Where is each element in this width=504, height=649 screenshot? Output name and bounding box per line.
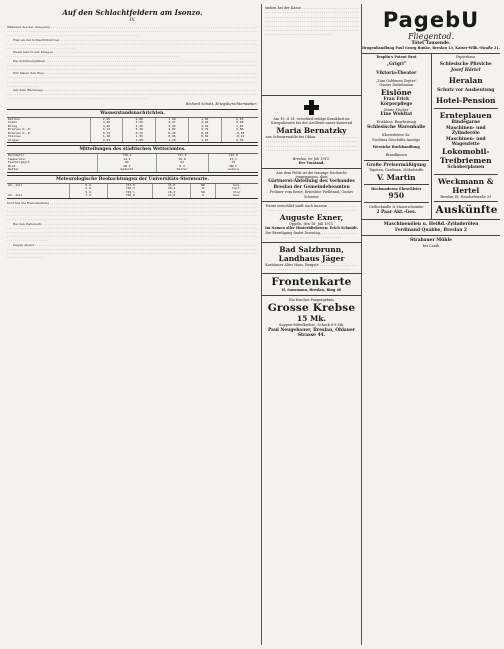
weather-table-cell: SW 2 (98, 165, 157, 169)
water-table-cell: 3,36 (123, 121, 156, 125)
ads-column (362, 4, 500, 645)
ad-item: Schutz vor Ausbeutung (437, 88, 495, 94)
observation-table-row (7, 194, 258, 198)
ad-item: Papierhaus (456, 54, 476, 59)
observation-table-cell: 9 U. (70, 184, 108, 188)
strabauer-sub: bei Canth (422, 243, 440, 248)
bad-salzbrunn-text: Kurhäuser Altes Haus, Bergstr. . . . . . . . . . . . . . . . . . . . . . . . . . . . . . . . . . . . . . . . . . . . . . . . . . . . . . (265, 262, 358, 271)
ad-strabauer (362, 236, 500, 250)
weather-table-cell: wolkig (227, 167, 239, 172)
ad-item: Maschinen- und Zylinderöle (445, 125, 486, 137)
observation-table-cell: 748,3 (108, 187, 153, 191)
grosse-head: Große Preisermäßigung (366, 162, 426, 168)
water-table-row (7, 139, 258, 143)
water-table-cell: 0,72 (90, 132, 123, 136)
ad-item: Eine Wohltat (380, 112, 413, 118)
krebse-lead: Ein frisches Fangergebnis (289, 297, 334, 302)
water-table-cell: Breslau U.-P. (7, 132, 90, 136)
water-table-cell: 1,40 (90, 135, 123, 139)
death-notice-name: Maria Bernatzky (276, 125, 347, 135)
observation-table-cell: 2 U. (70, 187, 108, 191)
weather-table-cell: Temperatur (7, 158, 98, 162)
ad-item: Heralan (448, 76, 483, 86)
observation-table (7, 175, 258, 199)
death-notice-association (262, 169, 361, 202)
weckmann-head: Weckmann & Hertel (438, 176, 494, 195)
water-table-cell: 1,96 (156, 118, 189, 122)
ad-item: Wernicke Buchhandlung (372, 145, 420, 150)
water-table-cell: 3,86 (236, 127, 244, 132)
water-table-cell: Steinau (7, 135, 90, 139)
water-table-cell: 3,52 (156, 125, 189, 129)
water-table-cell: 0,18 (188, 132, 221, 136)
bad-salzbrunn-head: Bad Salzbrunn, Landhaus Jäger (278, 244, 345, 263)
observation-table-cell: klar (233, 189, 241, 194)
strabauer-head: Strabauer Mühle (410, 238, 452, 244)
water-table-cell: 0,66 (156, 135, 189, 139)
article-paragraph: Während des der Anlegung . . . . . . . . . . . . . . . . . . . . . . . . . . . . . . . . . . . . . . . . . . . . . . . . . . . . . . . . . . . . . . . . . . . . . . . . . . . . . . . . . . . . . . . . . . . . . . . . . . . . . . . . . . . . . . . . . . . . . . . . . . . . . . . . . . . . . . . . . . . . . . . . . . . . . . . . . . . . . . . . . . . . . . . . . . . . . . . . . . . . . . . . . . . . . . . . . . . . . . . . . . . . . . . . . . . . . . . . . . . . . . . . . . . . . . . . . . . . . . . . . . . . . . . . . . . . . . . . . . . . . . . . . . . . . . . . . . . . . . . . . . . . . . . . . . . . . . . . . . . . . (7, 25, 258, 38)
ad-item: Eislöne (380, 87, 412, 97)
ad-item: Bindegarne (451, 120, 481, 126)
water-table-cell: -0,68 (235, 130, 245, 135)
ad-grosse (364, 160, 429, 185)
ad-item: Frau Frick (383, 96, 410, 102)
water-table-cell: 4,82 (156, 128, 189, 132)
water-table-cell: 1,36 (123, 135, 156, 139)
krebse-head: Grosse Krebse (267, 302, 356, 315)
ad-krebse (262, 296, 361, 341)
weather-table-cell: Wind (7, 165, 98, 169)
observation-table-cell: 9 U. (70, 191, 108, 195)
article-paragraph: Dort hat die Heeresleitung . . . . . . . . . . . . . . . . . . . . . . . . . . . . . . . . . . . . . . . . . . . . . . . . . . . . . . . . . . . . . . . . . . . . . . . . . . . . . . . . . . . . . . . . . . . . . . . . . . . . . . . . . . . . . . . . . . . . . . . . . . . . . . . . . . . . . . . . . . . . . . . . . . . . . . . . . . . . . . . . . . . . . . . . . . . . . . . . . . . . . . . . . . . . . . . . . . . . . . . . . . . . . . . . . . . . . . . . . . . . . . . . . . . . . . . . . . . . . . . . . . . . . . . . . . . . . . . . . . . . . . . . . . . . . . . . . . . . . . . . . . . . . . . . . . . . . . . . . . . . . . . . . . . . . . . . . . . . . . . . . . . . . . . . . . . . . . . . . . . . . . . . . . . . . . . . . . . . . . . . . . . . . . . . . . . . . . . . . . . . . . . . . . . . . . . . . . . . . . . . . . . . . . . . . . . . . . . . . . . . . . . . . . . . . . . . . . . . . . . . . . . . . . . . . . . . . . . . . . . . . . . . . . . . . . . . . . . . . . . . . . . . . . . . . . . . . . . . . . . . . . . . . . . . . . . . . . . . . . . . . . . . . . . . . . . . . . . . . . . . . . . . . . . . . . . . . . . . . . . . . . . . . . . . . . . . . . . . . . . . . . (7, 200, 258, 222)
water-table-cell: 3,49 (188, 125, 221, 129)
observation-table-cell: S (191, 194, 216, 198)
pagebu-logo: PagebU (382, 8, 480, 32)
pagebu-dealer: Drogenhandlung Paul Georg Bunke, Breslau 13, Kaiser-Wilh.-Straße 21. (362, 46, 500, 51)
water-table-cell: 2,27 (156, 121, 189, 125)
weather-table-cell: 79 (231, 160, 236, 165)
ad-item: Sochtina Geschäfts-Anzeige (372, 137, 421, 142)
water-table-cell: 3,40 (90, 121, 123, 125)
water-table-cell: 1,16 (188, 139, 221, 143)
water-table-cell: 0,62 (188, 135, 221, 139)
weather-table-cell: 748,2 (98, 154, 157, 158)
eheschleier-num: 950 (388, 191, 405, 201)
article-paragraph: Wenn man in der Krieges . . . . . . . . . . . . . . . . . . . . . . . . . . . . . . . . . . . . . . . . . . . . . . . . . . . . . . . . . . . . . . . . . . . . . . . . . . . . . . . . . . . . . . . . . . . . . . . . . . . . . . . . . . . . . . . . . . . . . . . . . . . . . . . . . . . . . . . . . . . . . . . . . . . . . . . . . . . . . . . . . . . . . . . . . . . . . . . . . . . . . . . . . . . . . . . . (7, 50, 258, 59)
water-table-cell: Cosel (7, 121, 90, 125)
weather-table-cell: 749,0 (228, 153, 238, 158)
pagebu-claim: Tötet Tausende. (411, 41, 451, 46)
death-notice-place: Breslau, im Juli 1915. (292, 156, 331, 161)
notices-column (262, 4, 362, 645)
eheschleier-head: Hochmoderne Eheschleier (371, 186, 422, 191)
exner-funeral: Die Beerdigung findet Dienstag, . . . . . . . . . . . . . . . . . . . . . . . . . . . . . . . . . . . . . . . . . . . . . (265, 230, 358, 240)
association-names: Frohner vom Reste, Ernestine Fielbrand, Gustav Schreier (269, 190, 354, 199)
weather-table-cell: 61 (156, 161, 208, 165)
observation-table-cell: 20,4 (153, 187, 191, 191)
weather-table-cell: bedeckt (98, 168, 157, 172)
frontenkarte-head: Frontenkarte (271, 276, 352, 289)
observation-table-cell: SW (191, 191, 216, 195)
water-table-cell: Ratibor (7, 118, 90, 122)
grosse-firm: V. Martin (376, 172, 416, 182)
death-notice-text: aus Schwarzwalde bei Ohlau. . . . . . . . . . . . . . . . . . . . . . . . . . . . . . . . . . . . . . . . . . . . . . . . . . . . . . . . . . . . . . . . . . . . . . . . . . . . . . . . . . . . . . . . . . . . . . . . . . . . . . . . . . . . . . . . . . . . . . . . . . . . . . . . . . . . . . . . . . . . . . . . . . . . . . . . . . . . . . . . (265, 134, 358, 157)
feuilleton-column (4, 4, 262, 645)
water-table-cell: Breslau O.-P. (7, 128, 90, 132)
water-table-cell: 2,20 (188, 121, 221, 125)
ad-weckmann (434, 174, 499, 202)
article-paragraph: Wir haben den Weg . . . . . . . . . . . . . . . . . . . . . . . . . . . . . . . . . . . . . . . . . . . . . . . . . . . . . . . . . . . . . . . . . . . . . . . . . . . . . . . . . . . . . . . . . . . . . . . . . . . . . . . . . . . . . . . . . . . . . . . . . . . . . . . . . . . . . . . . . . . . . . . . . . . . . . . . . . . . . . . . . . . . . . . . . . . . . . . . . . . . . . . . . . . . . . . . . . . . . . . . . . . . . . . . . . . . . . . . . . . . . . . . . . . . . . . . . . . . . . . . . . . . . . . . . . . . . . . . . . . . . . . . . . . . . . . . . . . . . . . . . . . . . . . . . . . . . . . . . . . . . . . . . . . . . . . . . . . . . . . . . . . . . . . . . . . . . . . . . . . . . . . . . . . . . . . . . . . . . . . . . . . . . . . . . . . . . . . . . . . . (7, 71, 258, 88)
ads-grid (362, 54, 500, 220)
water-table-cell: 1,90 (188, 118, 221, 122)
water-level-table (7, 109, 258, 144)
article-paragraph: Hier an der Schlachtfront bei . . . . . . . . . . . . . . . . . . . . . . . . . . . . . . . . . . . . . . . . . . . . . . . . . . . . . . . . . . . . . . . . . . . . . . . . . . . . . . . . . . . . . . . . . . . . . . . . . . . . . . . . . . . . . . . . . . . . . . . . . . . . . . . . . . . . . . . . . . . . . . . . . . . . . . . . . . . . . . . . . . . . . . . . . . . . . . . . . . . . . . . . . . . . . . . . . . . . . . . . . . . . . . . . . . . . . . . . . . . . . . . . . . . . . . . . . . . . . . . . . . . . . . . . . . . . . . . . . . . . . . . . (7, 37, 258, 51)
ad-item: Marie Fischer (384, 107, 409, 112)
weather-table-cell: NW 1 (229, 163, 237, 168)
ad-item: Tenplin's Patent Brot (376, 54, 417, 59)
exner-sign: Im Namen aller Hinterbliebenen: Erich Schmidt. (265, 226, 358, 231)
observation-table-cell: 747,8 (108, 184, 153, 188)
water-table-cell: 2,01 (90, 139, 123, 143)
water-table-cell: 0,90 (236, 120, 244, 125)
ad-item: Erstklass. Bearbeitung (376, 120, 416, 125)
krebse-price: 15 Mk. (296, 314, 327, 324)
ads-right-column (432, 54, 501, 219)
weather-table-cell: heiter (156, 168, 208, 172)
article-byline: Richard Schott, Kriegsberichterstatter. (185, 101, 257, 106)
article-paragraph: Gegen Abend . . . . . . . . . . . . . . . . . . . . . . . . . . . . . . . . . . . . . . . . . . . . . . . . . . . . . . . . . . . . . . . . . . . . . . . . . . . . . . . . . . . . . . . . . . . . . . . . . . . . . . . . . . . . . . . . . . . . . . . . . . . . . . . . . . . . . . . . . . . . . . . . . . . . . . . . . . . . . . . . . . . . . . . . . . . . . . . . . . . . . . . . . . . . . . . . . . . . . . . . . . . . . . . . . . . . . . . . . . . . . . . . . . . . . . . . . . . . . . . . . . . . . . . . . . . . . . . . . . . . . . . . . . . . . . . . . . . . . . . . . . . . . . . . . . . . . . . . . . . . . . . . . . . . . . . . . . . . . . . . . . . . . . . . . . . . . . . . . . . . . . . . . . . . . . . . . . . . . . . . . . . . . . . . . . . . . . . . . . . . . . . . . . . . (7, 242, 258, 260)
observation-table-cell: 16,2 (153, 191, 191, 195)
exner-date: Oppeln, den 18. Juli 1915. (289, 221, 334, 226)
article-paragraph: Auf dem Rückwege . . . . . . . . . . . . . . . . . . . . . . . . . . . . . . . . . . . . . . . . . . . . . . . . . . . . . . . . . . . . . . . . . . . . . . . . . . . . . . . . . . . . . . . . . . . . . . . . . . . . . . . . . . . . . . . . . . . . . . . . . . . . . . . . . . . . . . . . . . . . . . . . . . . . . . . . . . . . . . . . . . . . . . . . . . . . . . . . . . . . . . . . . . . . . . . . . . . . . . . . . . . . . . . . . . . . . . . . . . . . . . . . . . . . . . . . . . . . . . . . . . . . . . . . . . . . . . . . . . . . . . . . . . . . . . . . . . . . . . . . . . . . . . . . . . . . . . . . . . . . . . . . . . . . . (7, 88, 258, 101)
ad-item: Klavierbörse Sa. (382, 133, 411, 138)
water-table-cell: 0,22 (156, 132, 189, 136)
weather-table-cell: Barometer (7, 154, 98, 158)
maschinenoel-head: Maschinenölen u. Heißd.-Zylinderölen (383, 222, 479, 228)
observation-table-cell: 22. Juli (7, 184, 70, 188)
water-table-cell: 2,95 (90, 118, 123, 122)
weather-table-cell: Wetter (7, 168, 98, 172)
observation-table-cell: heit. (232, 186, 242, 191)
top-notice: stehen bei der Kasse . . . . . . . . . . . . . . . . . . . . . . . . . . . . . . . . . . . . . . . . . . . . . . . . . . . . . . . . . . . . . . . . . . . . . . . . . . . . . . . . . . . . . . . . . . . . . . . . . . . . . . . . . . . . . . . . . . . . . . . . . . . . . . . . . . . . . . . . . . . . . . . . . . . . . . . . . . . . . . . . . . . . . . . . . . . . . . . . . . . . . . . . . . . . . . . . . . . . . . . . . . . . . . . . . . . . . . . . . . . . . . . . . . . . . . . . . . . . . . . . . . . . . . . . . . . . . . . . . . . . . . . . . . . . . . . . (262, 4, 361, 96)
water-table-cell: 1,20 (156, 139, 189, 143)
death-notice-bernatzky (262, 96, 361, 169)
observation-table-cell: 15,0 (153, 184, 191, 188)
weather-table-cell: Feuchtigkeit (7, 161, 98, 165)
ad-item: „Zum Goldenen Zepter" (375, 79, 417, 84)
water-table-cell: 0,30 (236, 137, 244, 142)
weather-table-body (7, 154, 258, 172)
article-paragraph: Die Schützengräben . . . . . . . . . . . . . . . . . . . . . . . . . . . . . . . . . . . . . . . . . . . . . . . . . . . . . . . . . . . . . . . . . . . . . . . . . . . . . . . . . . . . . . . . . . . . . . . . . . . . . . . . . . . . . . . . . . . . . . . . . . . . . . . . . . . . . . . . . . . . . . . . . . . . . . . . . . . . . . . . . . . . . . . . . . . . . . . . . . . . . . . . . . . . . . . . . . . . . . . . . . . . . . . . . . . . . . . . . . . . . . . . . . . . . . . . . . . . . . . . . . . . . . . . . . . . . . . . . . . . . . . . . . . . . . . . . . . . . . . . . . . . . . . . . . . . . . . . . . . . . . (7, 58, 258, 72)
ad-item: Viktoria-Theater (376, 70, 417, 76)
observation-table-cell: NW (191, 184, 216, 188)
observation-table-cell: bed. (233, 182, 241, 187)
association-sub: Gärtnerei-Abteilung des Verbandes Breslau der Gemeindebeamten (268, 179, 355, 190)
weather-table (7, 145, 258, 173)
pagebu-sub: Fliegentod. (407, 32, 455, 41)
krebse-text: Suppen-Mittelkrebse, Schock 6-9 Mk. (279, 323, 344, 328)
observation-table-cell: 23. Juli (7, 194, 70, 198)
ad-item: Brandkissen (385, 152, 407, 157)
weather-table-cell: 82 (98, 161, 157, 165)
weather-table-cell: W 3 (156, 165, 208, 169)
ad-auskunft (434, 202, 499, 218)
frontenkarte-sub: H. Sonsmann, Breslau, Ring 40 (281, 288, 342, 293)
association-head: Aus dem Felde ist die traurige Nachricht eingegangen, dass (276, 170, 347, 180)
weather-table-cell: 14,2 (98, 158, 157, 162)
water-table-cell: Glogau (7, 139, 90, 143)
observation-table-cell: 7 U. (70, 194, 108, 198)
ad-eheschleier (364, 185, 429, 203)
paar-sub: Gelbschnalle & Mauerschränke (369, 205, 424, 210)
exner-intro: Heute entschlief sanft nach kurzem . . . . . . . . . . . . . . . . . . . . . . . . . . . . . . . . . . . . . . . . . . . . . . . . . . . . . . . (265, 204, 358, 213)
weather-table-cell: 747,6 (156, 154, 208, 158)
water-table-cell: 1,83 (236, 123, 244, 128)
water-table-cell: 4,20 (123, 125, 156, 129)
newspaper-page (4, 4, 500, 645)
exner-name: Auguste Exner, (279, 212, 344, 222)
observation-table-body (7, 184, 258, 198)
weather-table-row (7, 168, 258, 172)
water-table-cell: 0,70 (123, 132, 156, 136)
paar-head: 2 Paar Akt.-Ges. (376, 209, 417, 215)
ad-maschinenoel (362, 220, 500, 236)
article-paragraph: Bei den Italienern . . . . . . . . . . . . . . . . . . . . . . . . . . . . . . . . . . . . . . . . . . . . . . . . . . . . . . . . . . . . . . . . . . . . . . . . . . . . . . . . . . . . . . . . . . . . . . . . . . . . . . . . . . . . . . . . . . . . . . . . . . . . . . . . . . . . . . . . . . . . . . . . . . . . . . . . . . . . . . . . . . . . . . . . . . . . . . . . . . . . . . . . . . . . . . . . . . . . . . . . . . . . . . . . . . . . . . . . . . . . . . . . . . . . . . . . . . . . . . . . . . . . . . . . . . . . . . . . . . . . . . . . . . . . . . . . . . . . . . . . . . . . . . . . . . . . . . . . . . . . . . . . . . . . . . . . . . . . . . . . . . . . . . . . . . . . . . . . . . . . . . . . . . . . . . . . . . . . . . . . . . . . . . . . . . . . . . . . . . . . . . . . . . . . . . . . . . . . . . . . . . . . . . . . . . . . . . . . . . . . . . . . . . . . . . . . . . . . . . . . . . . . . . . . . . . . . . . . . . . . . . . . . . . . . . . . . . . . . . . . . . . . . . . . . . . . . . . . . . . . . . . . . . . . . . . . . . . (7, 221, 258, 243)
ad-item: Gustav Dinkelmann (379, 83, 414, 88)
ad-bad-salzbrunn (262, 243, 361, 275)
krebse-firm: Paul Neugebauer, Breslau, Ohlauer Strasse 44. (267, 327, 356, 338)
ad-item: Lokomobil-Treibriemen (439, 147, 492, 166)
ad-item: Maschinen- und Wagenfette (445, 136, 486, 148)
weather-table-cell: 19,6 (156, 158, 208, 162)
water-table-cell: 4,26 (90, 125, 123, 129)
weckmann-sub: Breslau IX, Neudorfstraße 33 (440, 194, 492, 199)
ad-item: „Grigri" (386, 62, 407, 68)
water-table-cell: 5,12 (90, 128, 123, 132)
pagebu-ad (362, 4, 500, 54)
iron-cross-icon (304, 100, 319, 115)
ad-frontenkarte (262, 274, 361, 295)
article-part: IV. (129, 18, 136, 23)
observation-table-cell: 13,8 (153, 194, 191, 198)
water-table-cell: 5,10 (123, 128, 156, 132)
observation-table-cell: 750,0 (108, 194, 153, 198)
ad-item: Schoberplauen (447, 165, 485, 171)
article-title: Auf den Schlachtfeldern am Isonzo. (62, 8, 203, 17)
water-table-cell: 0,63 (236, 116, 244, 121)
ad-item: Josef Härtel (451, 67, 481, 73)
death-notice-exner (262, 202, 361, 242)
water-table-cell: 4,79 (188, 128, 221, 132)
water-table-cell: 2,88 (123, 118, 156, 122)
observation-table-cell: W (191, 187, 216, 191)
observation-table-cell: 749,1 (108, 191, 153, 195)
ad-item: Schlesische Warenhalle (367, 124, 426, 130)
ad-item: Körperpflege (380, 102, 413, 108)
water-table-title: Wasserstandsnachrichten. (7, 110, 258, 118)
observation-table-cell: bed. (233, 193, 241, 198)
observation-table-title: Meteorologische Beobachtungen der Universitäts-Sternwarte. (7, 176, 258, 184)
ad-paar (364, 203, 429, 217)
maschinenoel-firm: Ferdinand Quabbe, Breslau 2 (395, 227, 467, 233)
death-notice-intro: Am 19. d. M. verschied infolge Krankheit im Kriegsdienste bei der Artillerie unser Kamerad (271, 117, 352, 126)
water-table-cell: -0,12 (235, 134, 245, 139)
water-table-cell: 1,98 (123, 139, 156, 143)
weather-table-title: Mitteilungen des städtischen Wetteramtes. (7, 146, 258, 154)
ad-item: Ernteplauen (434, 108, 499, 120)
water-table-body (7, 118, 258, 143)
ad-item: Hotel-Pension (436, 96, 496, 106)
weather-table-cell: 15,1 (229, 156, 237, 161)
grosse-sub: Tapeten, Gardinen, Möbelstoffe (369, 168, 424, 173)
ad-item: Schlesische Pfirsiche (439, 62, 492, 68)
death-notice-sign: Der Vorstand. (298, 161, 325, 166)
auskunft-head: Auskünfte (435, 204, 498, 217)
water-table-cell: Brieg (7, 125, 90, 129)
ads-left-column (362, 54, 432, 219)
